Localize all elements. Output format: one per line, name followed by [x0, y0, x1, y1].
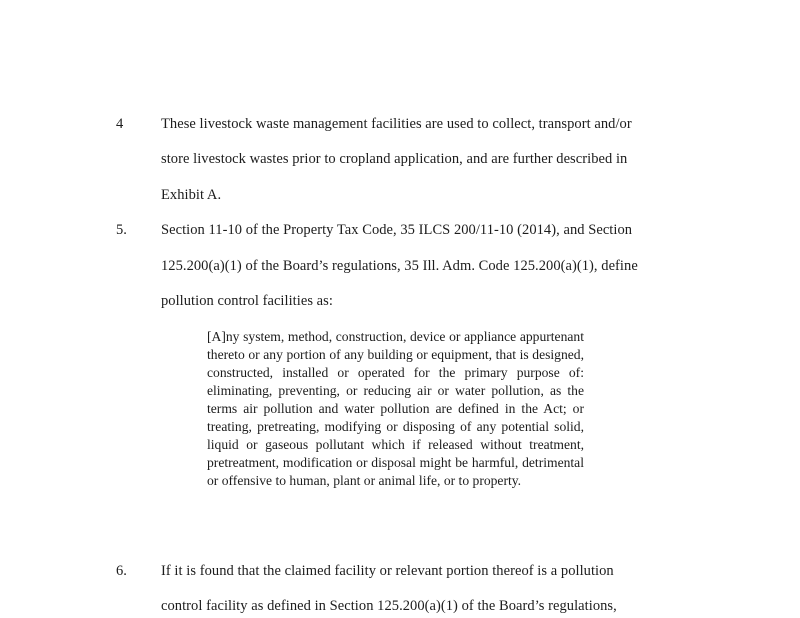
- paragraph-line: store livestock wastes prior to cropland application, and are further described in: [161, 151, 628, 167]
- paragraph-number: 5.: [116, 222, 127, 238]
- paragraph-number: 4: [116, 116, 124, 132]
- paragraph-number: 6.: [116, 563, 127, 579]
- paragraph-line: control facility as defined in Section 125.200(a)(1) of the Board’s regulations,: [161, 598, 617, 614]
- block-quote: [A]ny system, method, construction, device or appliance appurtenant thereto or any portion of any building or equipment, that is designed, constructed, installed or operated for the primary purpose of: eliminating, preventing, or reducing air or water pollution, as the terms air pollution and water pollution are defined in the Act; or treating, pretreating, modifying or disposing of any potential solid, liquid or gaseous pollutant which if released without treatment, pretreatment, modification or disposal might be harmful, detrimental or offensive to human, plant or animal life, or to property.: [207, 329, 584, 488]
- paragraph-line: pollution control facilities as:: [161, 293, 333, 309]
- paragraph-line: 125.200(a)(1) of the Board’s regulations, 35 Ill. Adm. Code 125.200(a)(1), define: [161, 258, 638, 274]
- paragraph-line: Exhibit A.: [161, 187, 222, 203]
- paragraph-line: Section 11-10 of the Property Tax Code, 35 ILCS 200/11-10 (2014), and Section: [161, 222, 633, 238]
- paragraph-line: If it is found that the claimed facility or relevant portion thereof is a pollution: [161, 563, 614, 579]
- paragraph-line: These livestock waste management facilities are used to collect, transport and/or: [161, 116, 632, 132]
